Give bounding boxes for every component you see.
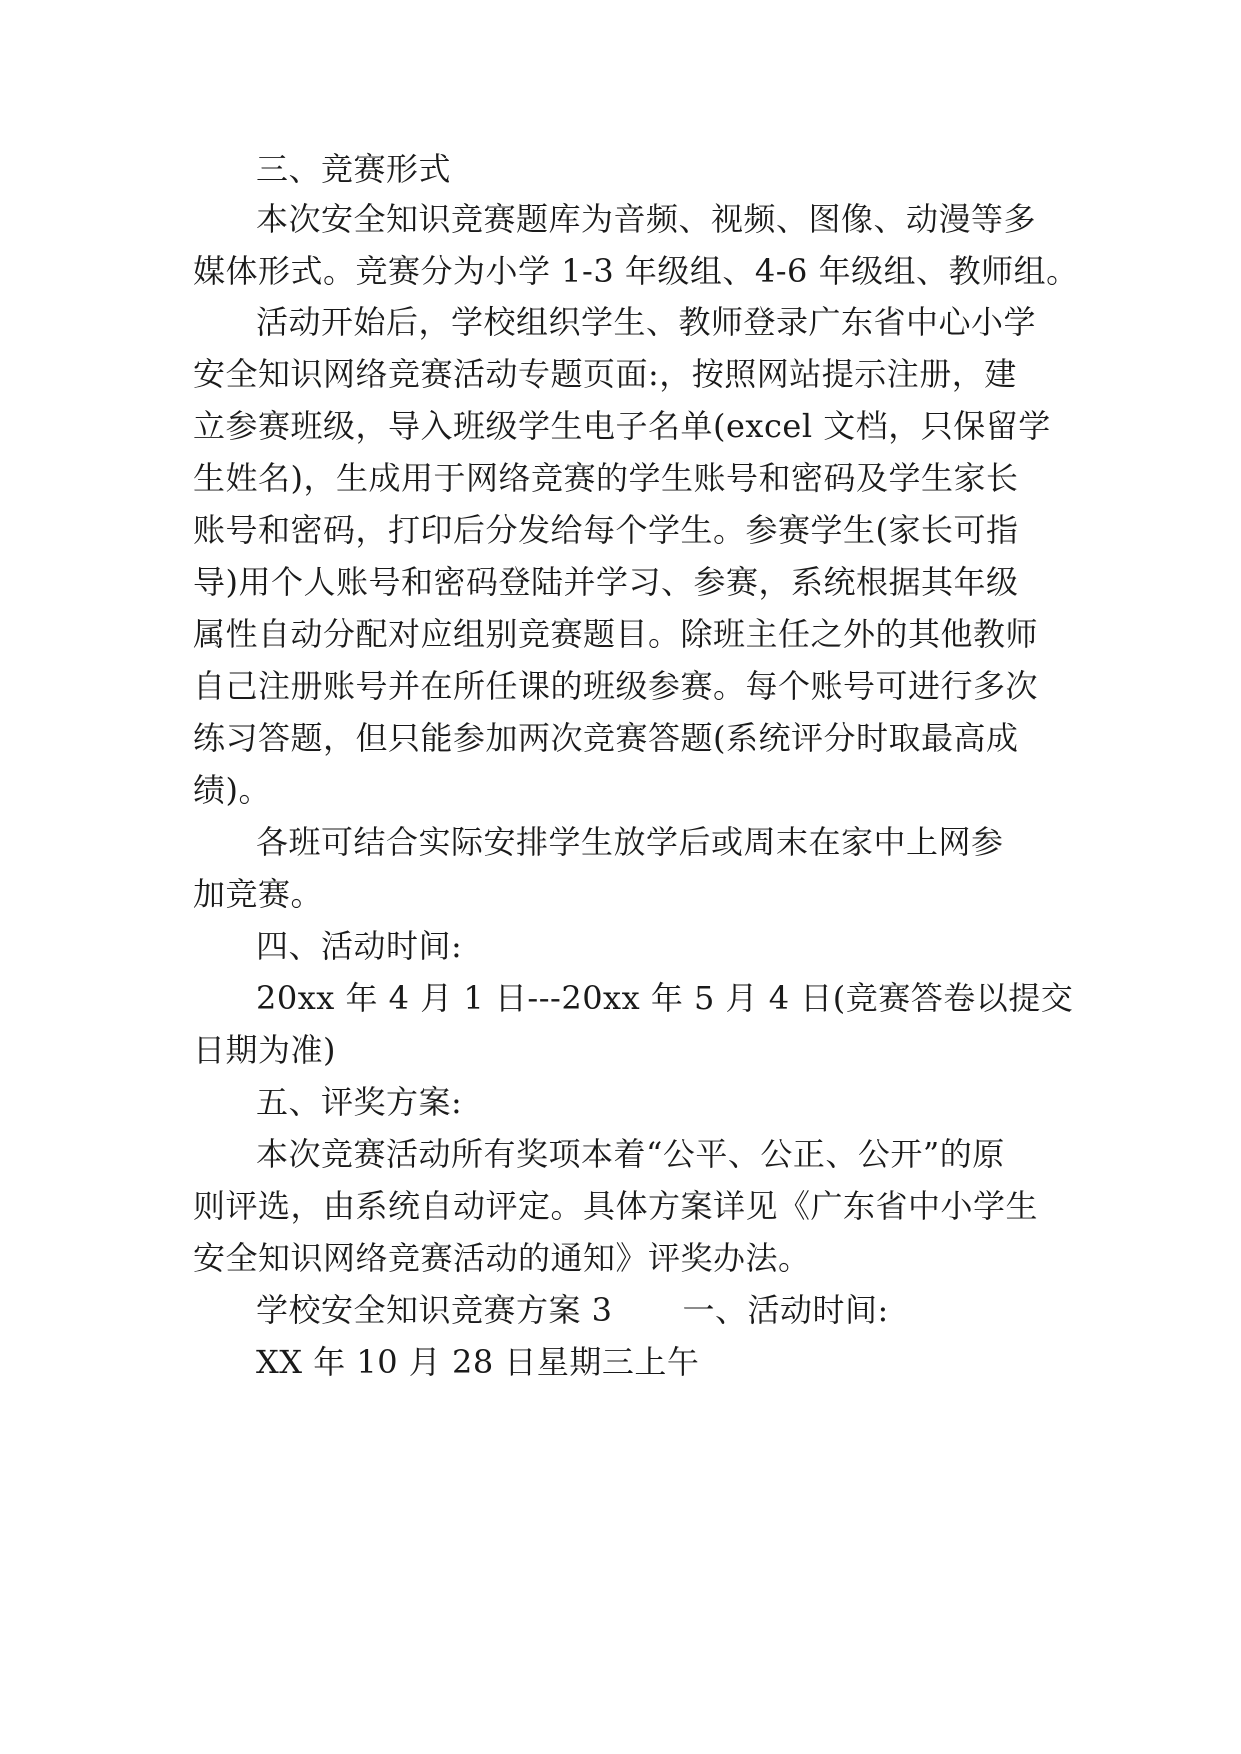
- paragraph-line: 20xx 年 4 月 1 日---20xx 年 5 月 4 日(竞赛答卷以提交: [256, 979, 1074, 1017]
- paragraph-line: 生姓名)，生成用于网络竞赛的学生账号和密码及学生家长: [193, 459, 1019, 497]
- paragraph-line: 活动开始后，学校组织学生、教师登录广东省中心小学: [256, 303, 1037, 341]
- paragraph-line: 本次竞赛活动所有奖项本着“公平、公正、公开”的原: [256, 1135, 1005, 1173]
- paragraph-line: 加竞赛。: [193, 875, 324, 913]
- paragraph-line: 自己注册账号并在所任课的班级参赛。每个账号可进行多次: [193, 667, 1039, 705]
- section-heading-5: 五、评奖方案:: [256, 1083, 463, 1121]
- paragraph-line: 安全知识网络竞赛活动的通知》评奖办法。: [193, 1239, 811, 1277]
- paragraph-line: 媒体形式。竞赛分为小学 1-3 年级组、4-6 年级组、教师组。: [193, 252, 1079, 290]
- paragraph-line: 账号和密码，打印后分发给每个学生。参赛学生(家长可指: [193, 511, 1019, 549]
- paragraph-line: XX 年 10 月 28 日星期三上午: [256, 1343, 700, 1381]
- paragraph-line: 则评选，由系统自动评定。具体方案详见《广东省中小学生: [193, 1187, 1039, 1225]
- paragraph-line: 属性自动分配对应组别竞赛题目。除班主任之外的其他教师: [193, 615, 1039, 653]
- section-heading-1: 一、活动时间:: [682, 1291, 889, 1329]
- paragraph-line: 各班可结合实际安排学生放学后或周末在家中上网参: [256, 823, 1004, 861]
- section-heading-4: 四、活动时间:: [256, 927, 463, 965]
- paragraph-line: 练习答题，但只能参加两次竞赛答题(系统评分时取最高成: [193, 719, 1019, 757]
- paragraph-line: 安全知识网络竞赛活动专题页面:，按照网站提示注册，建: [193, 355, 1017, 393]
- plan-title-line: [256, 1288, 889, 1332]
- paragraph-line: 日期为准): [193, 1031, 336, 1069]
- paragraph-line: 本次安全知识竞赛题库为音频、视频、图像、动漫等多: [256, 200, 1037, 238]
- paragraph-line: 绩)。: [193, 771, 271, 809]
- paragraph-line: 导)用个人账号和密码登陆并学习、参赛，系统根据其年级: [193, 563, 1019, 601]
- plan-title: 学校安全知识竞赛方案 3: [256, 1291, 613, 1329]
- paragraph-line: 立参赛班级，导入班级学生电子名单(excel 文档，只保留学: [193, 407, 1051, 445]
- section-heading-3: 三、竞赛形式: [256, 150, 452, 188]
